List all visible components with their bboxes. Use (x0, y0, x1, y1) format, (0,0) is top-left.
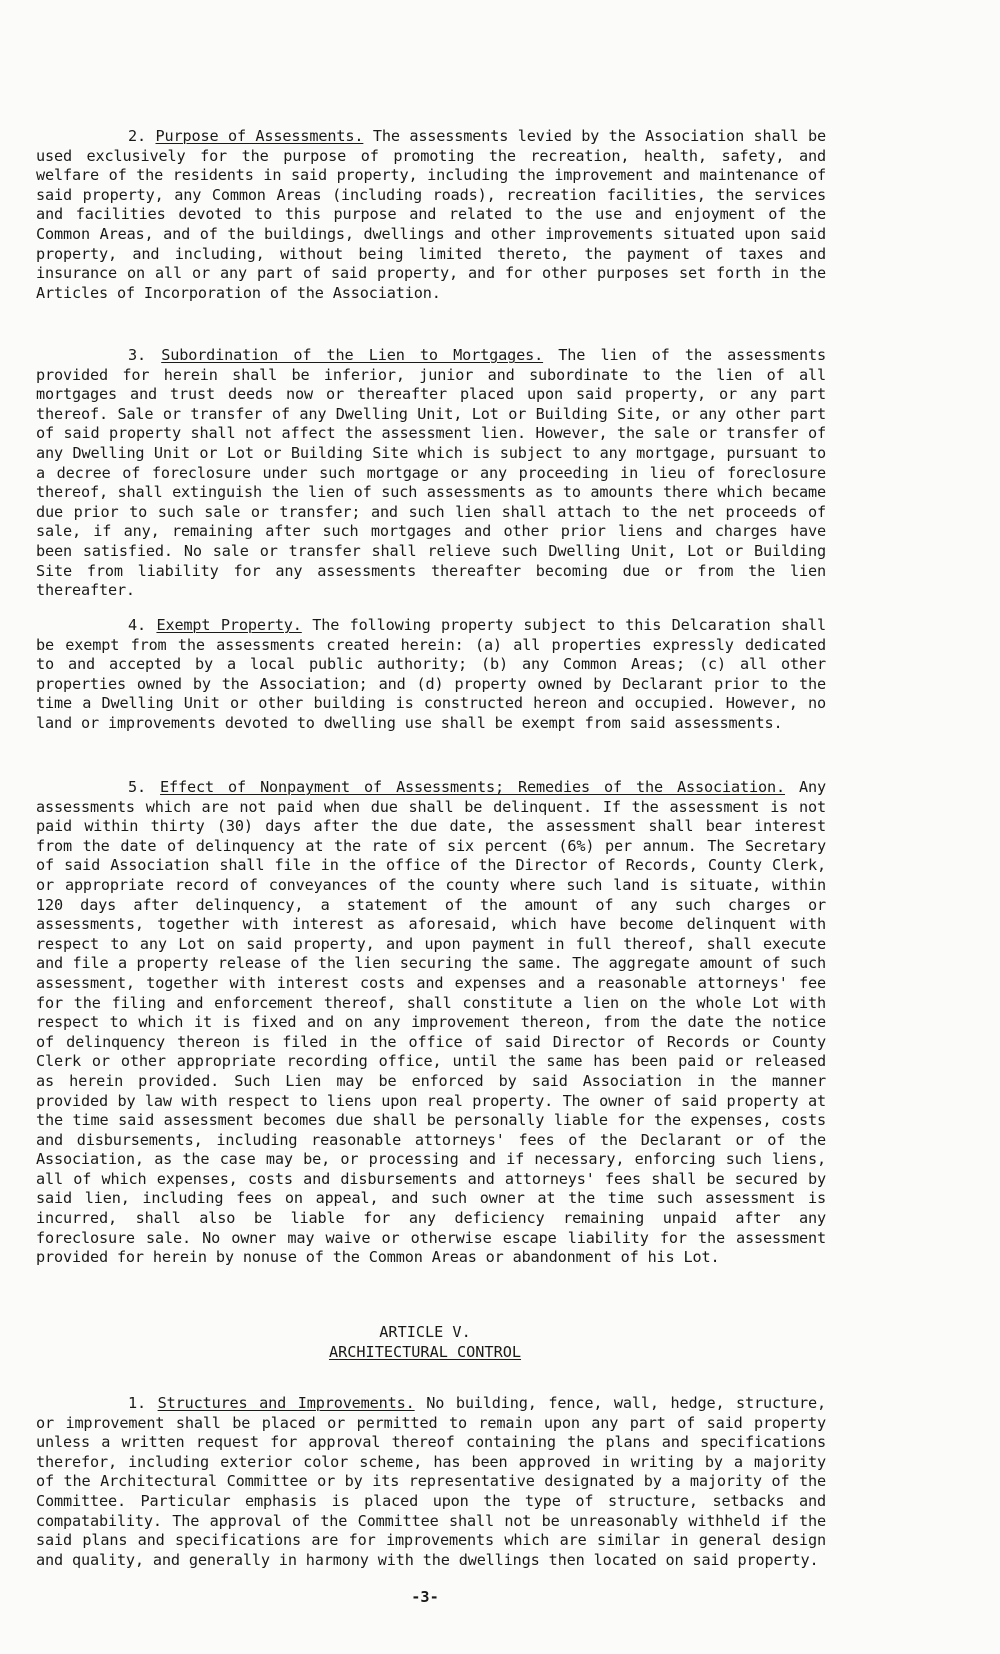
section-number: 4. (128, 616, 146, 634)
section-body: The lien of the assessments provided for herein shall be inferior, junior and subordinate to the lien of all mortgages and trust deeds now or thereafter placed upon said property, or any part thereof. Sale or transfer of any Dwelling Unit, Lot or Building Site, or any other part of said property shall not affect the assessment lien. However, the sale or transfer of any Dwelling Unit or Lot or Building Site which is subject to any mortgage, pursuant to a decree of foreclosure under such mortgage or any proceeding in lieu of foreclosure thereof, shall extinguish the lien of such assessments as to amounts there which became due prior to such sale or transfer; and such lien shall attach to the net proceeds of sale, if any, remaining after such mortgages and other prior liens and charges have been satisfied. No sale or transfer shall relieve such Dwelling Unit, Lot or Building Site from liability for any assessments thereafter becoming due or from the lien thereafter. (36, 346, 826, 600)
article-subtitle: ARCHITECTURAL CONTROL (328, 1343, 522, 1361)
section-body: The following property subject to this Delcaration shall be exempt from the assessments created herein: (a) all properties expressly dedicated to and accepted by a local public authority; (b) any Common Areas; (c) all other properties owned by the Association; and (d) property owned by Declarant prior to the time a Dwelling Unit or other building is constructed hereon and occupied. However, no land or improvements devoted to dwelling use shall be exempt from said assessments. (36, 616, 826, 732)
article-title: ARTICLE V. (379, 1323, 471, 1341)
section-heading: Purpose of Assessments. (155, 127, 364, 145)
section-heading: Structures and Improvements. (157, 1394, 415, 1412)
section-body: No building, fence, wall, hedge, structure, or improvement shall be placed or permitted to remain upon any part of said property unless a written request for approval thereof containing the plans and specifications therefor, including exterior color scheme, has been approved in writing by a majority of the Architectural Committee or by its representative designated by a majority of the Committee. Particular emphasis is placed upon the type of structure, setbacks and compatability. The approval of the Committee shall not be unreasonably withheld if the said plans and specifications are for improvements which are similar in general design and quality, and generally in harmony with the dwellings then located on said property. (36, 1394, 826, 1569)
section-heading: Exempt Property. (156, 616, 302, 634)
paragraph (36, 616, 826, 734)
section-body: The assessments levied by the Association shall be used exclusively for the purpose of promoting the recreation, health, safety, and welfare of the residents in said property, including the improvement and maintenance of said property, any Common Areas (including roads), recreation facilities, the services and facilities devoted to this purpose and related to the use and enjoyment of the Common Areas, and of the buildings, dwellings and other improvements situated upon said property, and including, without being limited thereto, the payment of taxes and insurance on all or any part of said property, and for other purposes set forth in the Articles of Incorporation of the Association. (36, 127, 827, 302)
section-effect-of-nonpayment (36, 778, 826, 1268)
paragraph (36, 127, 826, 303)
section-subordination-of-lien (36, 346, 826, 601)
paragraph (36, 1394, 826, 1570)
paragraph (36, 778, 826, 1268)
section-structures-and-improvements (36, 1394, 826, 1570)
section-number: 5. (128, 778, 146, 796)
section-heading: Subordination of the Lien to Mortgages. (161, 346, 544, 364)
paragraph (36, 346, 826, 601)
section-number: 2. (128, 127, 146, 145)
section-purpose-of-assessments (36, 127, 826, 303)
section-heading: Effect of Nonpayment of Assessments; Remedies of the Association. (160, 778, 785, 796)
page-number: -3- (411, 1588, 439, 1606)
section-number: 1. (128, 1394, 146, 1412)
section-exempt-property (36, 616, 826, 734)
section-body: Any assessments which are not paid when due shall be delinquent. If the assessment is not paid within thirty (30) days after the due date, the assessment shall bear interest from the date of delinquency at the rate of six percent (6%) per annum. The Secretary of said Association shall file in the office of the Director of Records, County Clerk, or appropriate record of conveyances of the county where such land is situate, within 120 days after delinquency, a statement of the amount of any such charges or assessments, together with interest as aforesaid, which have become delinquent with respect to any Lot on said property, and upon payment in full thereof, shall execute and file a property release of the lien securing the same. The aggregate amount of such assessment, together with interest costs and expenses and a reasonable attorneys' fee for the filing and enforcement thereof, shall constitute a lien on the whole Lot with respect to which it is fixed and on any improvement thereon, from the date the notice of delinquency thereon is filed in the office of said Director of Records or County Clerk or other appropriate recording office, until the same has been paid or released as herein provided. Such Lien may be enforced by said Association in the manner provided by law with respect to liens upon real property. The owner of said property at the time said assessment becomes due shall be personally liable for the expenses, costs and disbursements, including reasonable attorneys' fees of the Declarant or of the Association, as the case may be, or processing and if necessary, enforcing such liens, all of which expenses, costs and disbursements and attorneys' fees shall be secured by said lien, including fees on appeal, and such owner at the time such assessment is incurred, shall also be liable for any deficiency remaining unpaid after any foreclosure sale. No owner may waive or otherwise escape liability for the assessment provided for herein by nonuse of the Common Areas or abandonment of his Lot. (36, 778, 827, 1267)
section-number: 3. (128, 346, 146, 364)
